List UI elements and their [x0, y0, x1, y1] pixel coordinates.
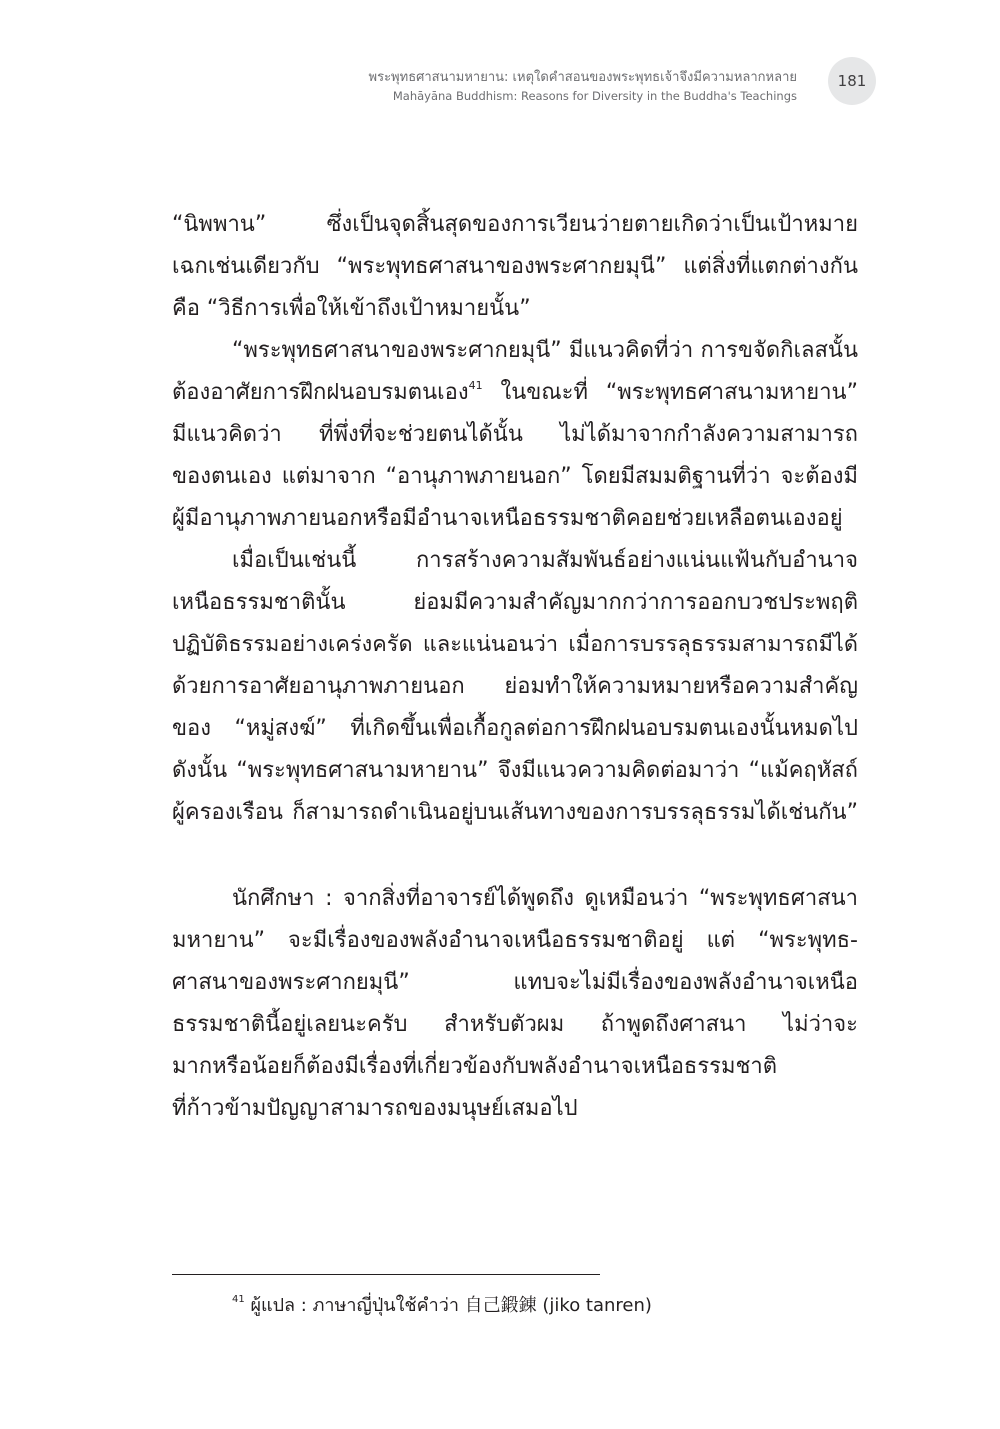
footnote-text: ผู้แปล : ภาษาญี่ปุ่นใช้คำว่า 自己鍛錬 (jiko tanren): [244, 1295, 652, 1316]
paragraph-line: ของตนเอง แต่มาจาก “อานุภาพภายนอก” โดยมีสมมติฐานที่ว่า จะต้องมี: [172, 464, 858, 489]
paragraph-line: ที่ก้าวข้ามปัญญาสามารถของมนุษย์เสมอไป: [172, 1096, 578, 1121]
paragraph-line: คือ “วิธีการเพื่อให้เข้าถึงเป้าหมายนั้น”: [172, 296, 531, 321]
paragraph-line: ผู้ครองเรือน ก็สามารถดำเนินอยู่บนเส้นทางของการบรรลุธรรมได้เช่นกัน”: [172, 800, 858, 825]
paragraph-line: “นิพพาน” ซึ่งเป็นจุดสิ้นสุดของการเวียนว่ายตายเกิดว่าเป็นเป้าหมาย: [172, 212, 858, 237]
paragraph-line: ดังนั้น “พระพุทธศาสนามหายาน” จึงมีแนวความคิดต่อมาว่า “แม้คฤหัสถ์: [172, 758, 858, 783]
running-header: [369, 68, 797, 106]
paragraph-line-with-footnote-ref: [172, 372, 858, 414]
header-title-english: Mahāyāna Buddhism: Reasons for Diversity in the Buddha's Teachings: [392, 89, 797, 103]
paragraph-line: ของ “หมู่สงฆ์” ที่เกิดขึ้นเพื่อเกื้อกูลต่อการฝึกฝนอบรมตนเองนั้นหมดไป: [172, 716, 858, 741]
line-text: ในขณะที่ “พระพุทธศาสนามหายาน”: [482, 380, 858, 405]
paragraph-line: มหายาน” จะมีเรื่องของพลังอำนาจเหนือธรรมชาติอยู่ แต่ “พระพุทธ-: [172, 928, 858, 953]
paragraph-line: ธรรมชาตินี้อยู่เลยนะครับ สำหรับตัวผม ถ้าพูดถึงศาสนา ไม่ว่าจะ: [172, 1012, 858, 1037]
header-title-thai: พระพุทธศาสนามหายาน: เหตุใดคำสอนของพระพุทธเจ้าจึงมีความหลากหลาย: [368, 70, 797, 85]
paragraph-line: เหนือธรรมชาตินั้น ย่อมมีความสำคัญมากกว่าการออกบวชประพฤติ: [172, 590, 858, 615]
paragraph-line: มากหรือน้อยก็ต้องมีเรื่องที่เกี่ยวข้องกับพลังอำนาจเหนือธรรมชาติ: [172, 1054, 778, 1079]
footnote-reference: 41: [468, 379, 483, 392]
footnote-number: 41: [232, 1294, 245, 1305]
paragraph-line: เฉกเช่นเดียวกับ “พระพุทธศาสนาของพระศากยมุนี” แต่สิ่งที่แตกต่างกัน: [172, 254, 858, 279]
line-text: ต้องอาศัยการฝึกฝนอบรมตนเอง: [172, 380, 469, 405]
body-text: [172, 204, 858, 1130]
paragraph-line: ผู้มีอานุภาพภายนอกหรือมีอำนาจเหนือธรรมชาติคอยช่วยเหลือตนเองอยู่: [172, 506, 843, 531]
page-number-badge: 181: [828, 57, 876, 105]
paragraph-gap: [172, 834, 858, 878]
footnote: [232, 1290, 652, 1322]
paragraph-line: ปฏิบัติธรรมอย่างเคร่งครัด และแน่นอนว่า เมื่อการบรรลุธรรมสามารถมีได้: [172, 632, 858, 657]
paragraph-line: “พระพุทธศาสนาของพระศากยมุนี” มีแนวคิดที่ว่า การขจัดกิเลสนั้น: [232, 338, 858, 363]
footnote-divider: [172, 1274, 600, 1275]
paragraph-line: ด้วยการอาศัยอานุภาพภายนอก ย่อมทำให้ความหมายหรือความสำคัญ: [172, 674, 858, 699]
paragraph-line: มีแนวคิดว่า ที่พึ่งที่จะช่วยตนได้นั้น ไม่ได้มาจากกำลังความสามารถ: [172, 422, 858, 447]
paragraph-line: เมื่อเป็นเช่นนี้ การสร้างความสัมพันธ์อย่างแน่นแฟ้นกับอำนาจ: [232, 548, 858, 573]
paragraph-line: นักศึกษา : จากสิ่งที่อาจารย์ได้พูดถึง ดูเหมือนว่า “พระพุทธศาสนา: [232, 886, 858, 911]
paragraph-line: ศาสนาของพระศากยมุนี” แทบจะไม่มีเรื่องของพลังอำนาจเหนือ: [172, 970, 858, 995]
